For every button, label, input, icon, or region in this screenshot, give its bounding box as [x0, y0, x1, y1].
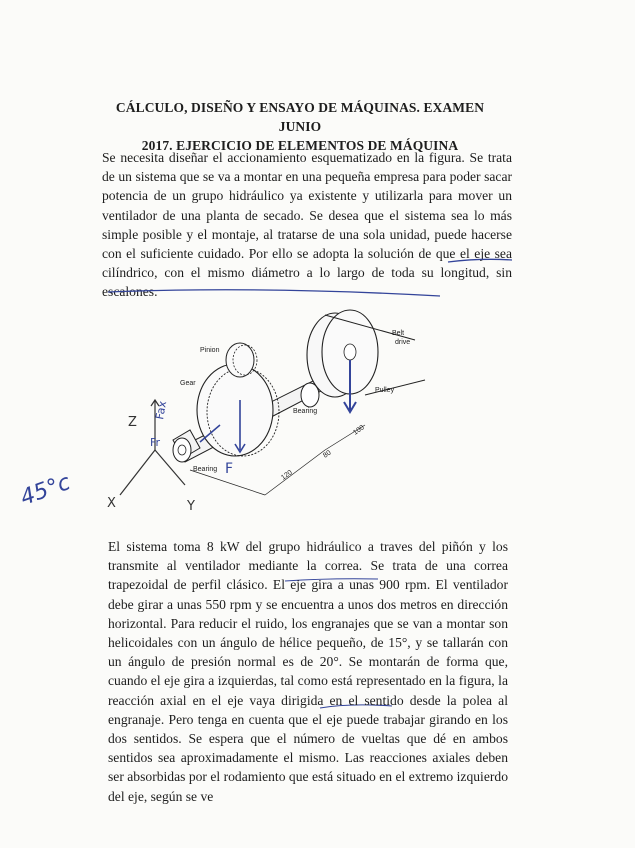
label-bearing-right: Bearing — [293, 408, 318, 415]
pinion-shape — [226, 343, 254, 377]
belt-lower — [365, 380, 425, 395]
dimension-80: 80 — [322, 449, 333, 460]
left-bearing-bore — [178, 445, 186, 455]
paragraph-2 — [108, 537, 508, 806]
paragraph-1-text: Se necesita diseñar el accionamiento esquematizado en la figura. Se trata de un sistema que se va a montar en una pequeña empresa para poder sacar potencia de un grupo hidráulico ya existente y utilizarla para mover un ventilador de una planta de secado. Se desea que el sistema sea lo más simple posible y el montaje, al tratarse de una sola unidad, puede hacerse con el suficiente cuidado. Por ello se adopta la solución de que el eje sea cilíndrico, con el mismo diámetro a lo largo de toda su longitud, sin escalones. — [102, 150, 512, 300]
axis-x-line — [120, 450, 155, 495]
title-line-1: CÁLCULO, DISEÑO Y ENSAYO DE MÁQUINAS. EXAMEN JUNIO — [115, 100, 485, 134]
handwritten-fr: Fr — [150, 436, 161, 449]
label-gear: Gear — [180, 380, 196, 387]
margin-handwritten-note: 45°c — [17, 470, 74, 511]
gear-shape — [197, 364, 273, 456]
label-drive: drive — [395, 339, 411, 346]
title-line-2: 2017. EJERCICIO DE ELEMENTOS DE MÁQUINA — [141, 138, 459, 153]
handwritten-force-letter: F — [225, 461, 234, 477]
label-belt: Belt — [392, 330, 405, 337]
axis-y-label: Y — [187, 499, 195, 514]
handwritten-fax: Fax — [153, 399, 170, 421]
axis-z-label: Z — [128, 415, 137, 430]
shaft-assembly-figure — [25, 300, 495, 525]
dimension-100: 100 — [352, 424, 366, 437]
pulley-hub — [344, 344, 356, 360]
paragraph-1 — [102, 148, 512, 302]
axis-x-label: X — [107, 496, 116, 511]
document-title — [100, 98, 500, 155]
dimension-line-2 — [265, 450, 325, 495]
paragraph-2-text: El sistema toma 8 kW del grupo hidráulico a traves del piñón y los transmite al ventilador mediante la correa. Se trata de una correa trapezoidal de perfil clásico. El eje gira a unas 900 rpm. El ventilador debe girar a unas 550 rpm y se encuentra a unos dos metros en dirección horizontal. Para reducir el ruido, los engranajes que se van a montar son helicoidales con un ángulo de hélice pequeño, de 15°, y se tallarán con un ángulo de presión normal es de 20°. Se montarán de forma que, cuando el eje gira a izquierdas, tal como está representado en la figura, la reacción axial en el eje vaya dirigida en el sentido desde la polea al engranaje. Pero tenga en cuenta que el eje puede trabajar girando en los dos sentidos. Se espera que el número de vueltas que dé en ambos sentidos sea aproximadamente el mismo. Las reacciones axiales deben ser absorbidas por el rodamiento que está situado en el extremo izquierdo del eje, según se ve — [108, 539, 508, 804]
dimension-120: 120 — [280, 469, 294, 482]
label-bearing-left: Bearing — [193, 466, 218, 473]
label-pinion: Pinion — [200, 347, 220, 354]
label-pulley: Pulley — [375, 387, 395, 394]
